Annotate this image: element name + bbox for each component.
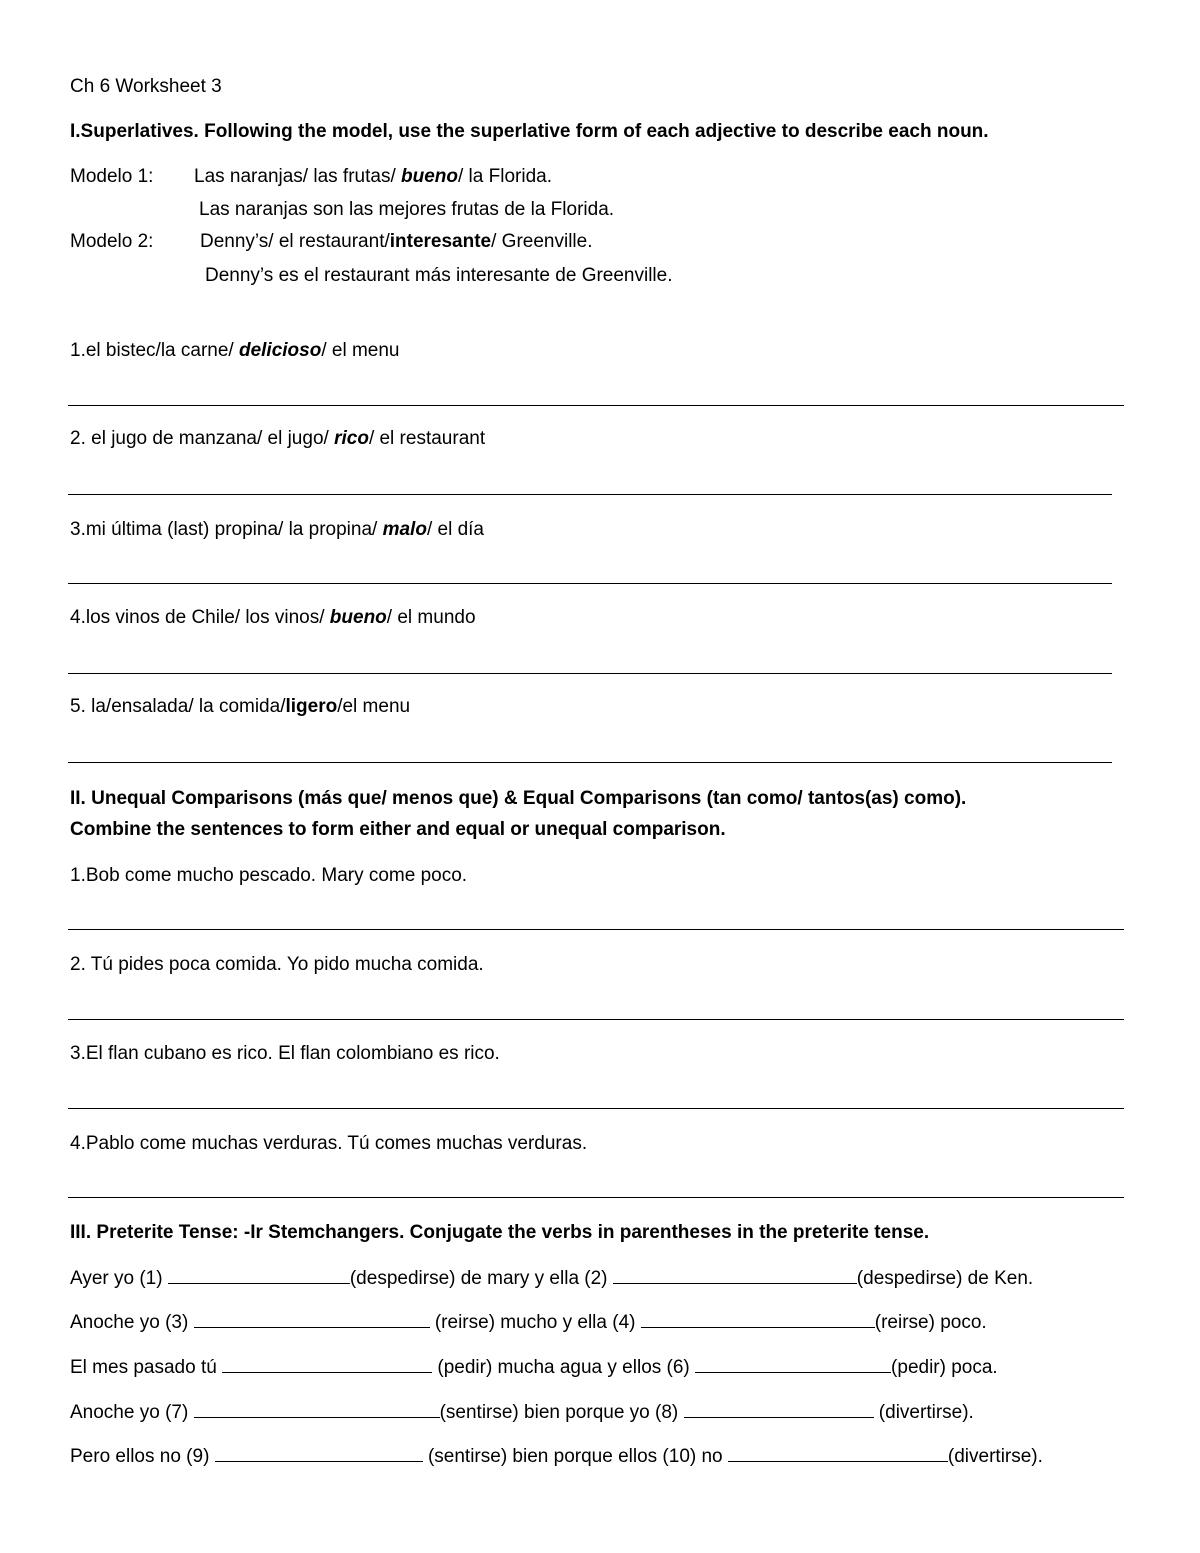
answer-line[interactable] [68, 494, 1112, 495]
answer-line[interactable] [68, 1108, 1124, 1109]
superlative-item-2 [70, 427, 485, 451]
line-text: (divertirse). [873, 1402, 974, 1423]
line-text: Anoche yo (3) [70, 1312, 194, 1333]
superlative-item-3 [70, 518, 484, 542]
blank-5[interactable] [222, 1355, 432, 1373]
part2-heading-line1: II. Unequal Comparisons (más que/ menos que) & Equal Comparisons (tan como/ tantos(as) como). [70, 788, 967, 809]
model2-prompt [200, 230, 593, 254]
line-text: (pedir) poca. [891, 1357, 998, 1378]
answer-line[interactable] [68, 1197, 1124, 1198]
comparison-item-1: 1.Bob come mucho pescado. Mary come poco. [70, 865, 468, 886]
answer-line[interactable] [68, 583, 1112, 584]
line-text: (pedir) mucha agua y ellos (6) [432, 1357, 696, 1378]
preterite-line-3 [70, 1355, 998, 1380]
item-text: / el menu [321, 340, 400, 361]
blank-4[interactable] [641, 1310, 875, 1328]
item-text: 3.mi última (last) propina/ la propina/ [70, 519, 383, 540]
item-text: 1.el bistec/la carne/ [70, 340, 239, 361]
line-text: (reirse) mucho y ella (4) [429, 1312, 641, 1333]
line-text: Ayer yo (1) [70, 1268, 168, 1289]
preterite-line-1 [70, 1266, 1033, 1291]
part1-heading: I.Superlatives. Following the model, use the superlative form of each adjective to describe each noun. [70, 121, 989, 142]
preterite-line-2 [70, 1310, 987, 1335]
item-text: /el menu [337, 696, 411, 717]
blank-6[interactable] [695, 1355, 891, 1373]
answer-line[interactable] [68, 1019, 1124, 1020]
blank-2[interactable] [613, 1266, 857, 1284]
model2-prompt-b: / Greenville. [491, 231, 593, 252]
comparison-item-2: 2. Tú pides poca comida. Yo pido mucha comida. [70, 954, 484, 975]
superlative-item-1 [70, 339, 400, 363]
item-text: / el restaurant [368, 428, 486, 449]
comparison-item-3: 3.El flan cubano es rico. El flan colombiano es rico. [70, 1043, 500, 1064]
item-text: / el mundo [386, 607, 476, 628]
model1-adjective: bueno [401, 166, 458, 187]
line-text: (despedirse) de Ken. [856, 1268, 1034, 1289]
model1 [70, 165, 552, 189]
item-text: 5. la/ensalada/ la comida/ [70, 696, 286, 717]
model2-label: Modelo 2: [70, 231, 154, 252]
line-text: (reirse) poco. [874, 1312, 987, 1333]
line-text: (despedirse) de mary y ella (2) [349, 1268, 613, 1289]
worksheet-title: Ch 6 Worksheet 3 [70, 76, 222, 97]
model1-prompt-b: / la Florida. [458, 166, 552, 187]
model1-answer: Las naranjas son las mejores frutas de la Florida. [199, 199, 615, 220]
line-text: (sentirse) bien porque ellos (10) no [422, 1446, 728, 1467]
blank-3[interactable] [194, 1310, 430, 1328]
model2-answer: Denny’s es el restaurant más interesante de Greenville. [205, 265, 673, 286]
line-text: (divertirse). [947, 1446, 1043, 1467]
model1-label: Modelo 1: [70, 166, 154, 187]
model1-prompt-a: Las naranjas/ las frutas/ [194, 166, 401, 187]
item-adjective: ligero [285, 696, 338, 717]
part3-heading: III. Preterite Tense: -Ir Stemchangers. Conjugate the verbs in parentheses in the preterite tense. [70, 1222, 930, 1243]
answer-line[interactable] [68, 762, 1112, 763]
item-text: / el día [426, 519, 484, 540]
answer-line[interactable] [68, 929, 1124, 930]
blank-9[interactable] [215, 1444, 423, 1462]
item-adjective: bueno [329, 607, 387, 628]
superlative-item-5 [70, 695, 410, 719]
line-text: Anoche yo (7) [70, 1402, 194, 1423]
line-text: Pero ellos no (9) [70, 1446, 215, 1467]
item-text: 4.los vinos de Chile/ los vinos/ [70, 607, 330, 628]
item-adjective: delicioso [238, 340, 322, 361]
blank-7[interactable] [194, 1400, 440, 1418]
blank-1[interactable] [168, 1266, 350, 1284]
superlative-item-4 [70, 606, 476, 630]
item-text: 2. el jugo de manzana/ el jugo/ [70, 428, 335, 449]
preterite-line-5 [70, 1444, 1043, 1469]
preterite-line-4 [70, 1400, 974, 1425]
item-adjective: malo [382, 519, 427, 540]
model2-prompt-a: Denny’s/ el restaurant/ [200, 231, 390, 252]
line-text: El mes pasado tú [70, 1357, 223, 1378]
comparison-item-4: 4.Pablo come muchas verduras. Tú comes muchas verduras. [70, 1133, 588, 1154]
answer-line[interactable] [68, 405, 1124, 406]
line-text: (sentirse) bien porque yo (8) [439, 1402, 684, 1423]
part2-heading-line2: Combine the sentences to form either and equal or unequal comparison. [70, 819, 726, 840]
model2-adjective: interesante [389, 231, 492, 252]
model1-prompt [194, 165, 552, 189]
answer-line[interactable] [68, 673, 1112, 674]
model2 [70, 230, 593, 254]
item-adjective: rico [334, 428, 369, 449]
blank-10[interactable] [728, 1444, 948, 1462]
blank-8[interactable] [684, 1400, 874, 1418]
